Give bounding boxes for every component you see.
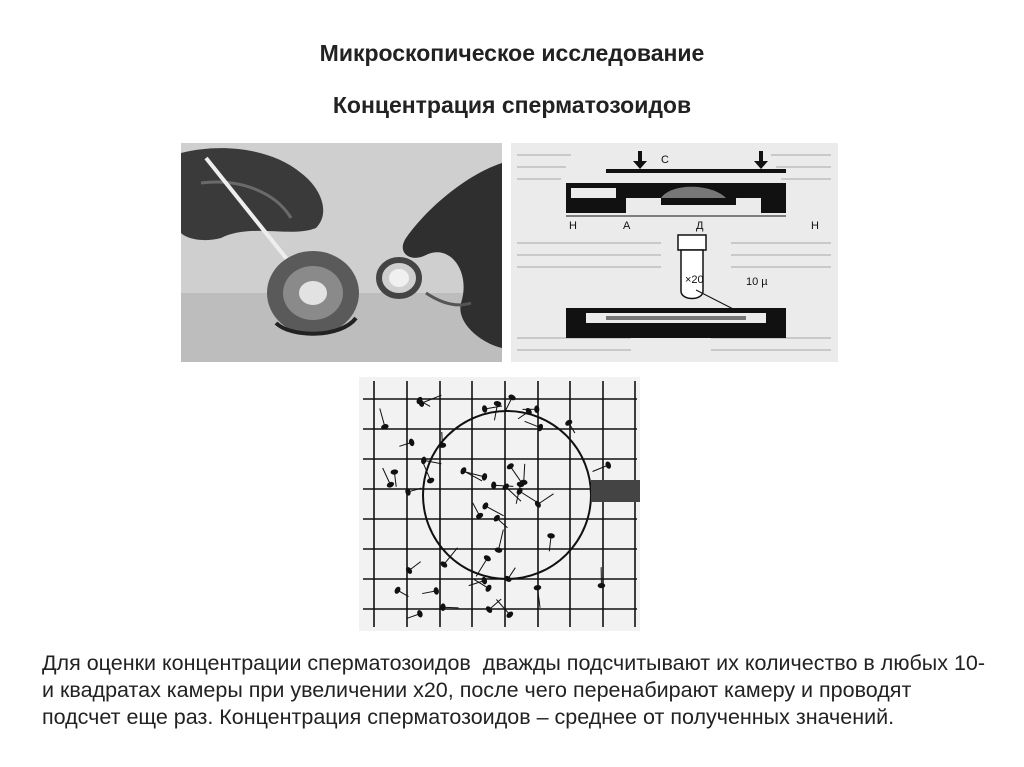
- description-text: Для оценки концентрации сперматозоидов дважды подсчитывают их количество в любых 10-и квадратах камеры при увеличении x20, после чего перенабирают камеру и проводят подсчет еще раз. Концентрация сперматозоидов – среднее от полученных значений.: [42, 651, 986, 729]
- diagram-label-d: Д: [696, 220, 704, 232]
- diagram-label-magnification: ×20: [685, 274, 704, 286]
- diagram-label-s-left: S: [651, 186, 659, 198]
- diagram-label-h-right: H: [811, 220, 819, 232]
- diagram-label-a: A: [623, 220, 631, 232]
- slide-title-line-2: Концентрация сперматозоидов: [332, 92, 692, 118]
- diagram-label-top: C: [661, 154, 669, 166]
- diagram-label-s-right: S: [733, 186, 741, 198]
- diagram-label-depth: 10 µ: [746, 276, 768, 288]
- counting-grid-figure: [359, 377, 640, 631]
- chamber-loading-photo: [181, 143, 502, 362]
- diagram-label-h-left: H: [569, 220, 577, 232]
- chamber-cross-section-diagram: [511, 143, 838, 362]
- slide-title-line-1: Микроскопическое исследование: [319, 40, 705, 66]
